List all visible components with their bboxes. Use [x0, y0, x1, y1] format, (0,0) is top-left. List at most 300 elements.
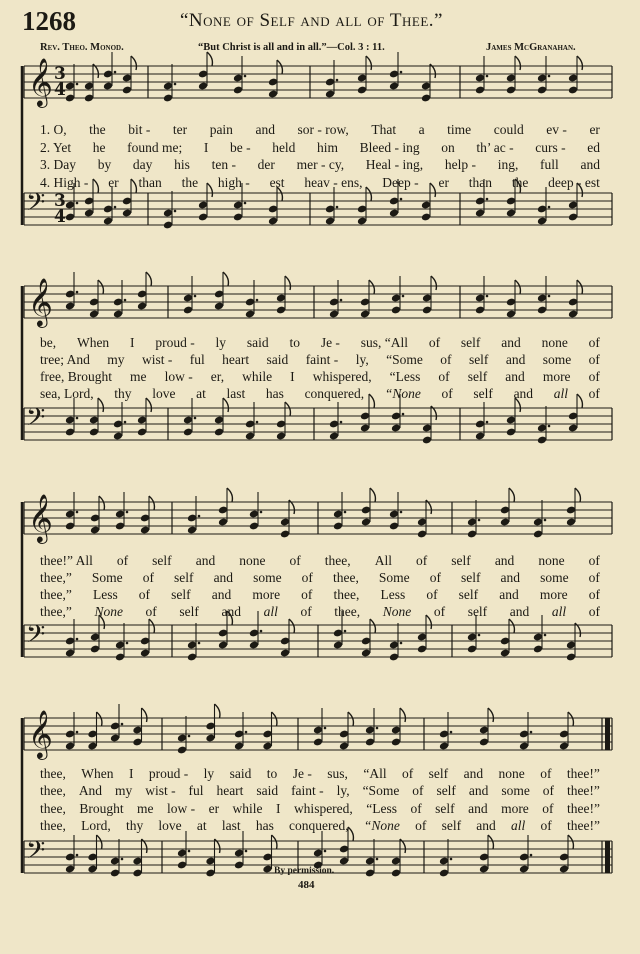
hymn-title: “None of Self and all of Thee.”	[180, 10, 443, 31]
lyric-word: me	[130, 369, 147, 384]
lyric-word: of	[588, 352, 600, 367]
lyric-word: of	[433, 604, 446, 619]
lyric-word: of	[588, 386, 600, 401]
lyric-line	[40, 174, 600, 191]
lyric-word: some	[542, 352, 572, 367]
lyric-line	[40, 603, 600, 620]
lyric-word: has	[265, 386, 284, 401]
lyric-word: found me;	[127, 140, 183, 155]
lyric-word: heart	[222, 352, 250, 367]
lyric-word: more	[539, 587, 568, 602]
lyric-word: all	[553, 386, 568, 401]
lyric-word: the	[181, 175, 199, 190]
lyric-word: wist -	[145, 783, 176, 798]
lyric-word: while	[242, 369, 273, 384]
lyric-word: mer - cy,	[296, 157, 345, 172]
dot	[324, 850, 327, 853]
lyric-word: some	[540, 570, 569, 585]
lyric-word: of	[428, 335, 441, 350]
lyric-word: of	[440, 352, 452, 367]
lyric-word: faint -	[305, 352, 339, 367]
lyric-word: conquered,	[304, 386, 365, 401]
lyric-word: Je -	[320, 335, 340, 350]
lyric-word: of	[116, 553, 129, 568]
lyric-word: none	[239, 553, 266, 568]
lyric-word: thy	[125, 818, 144, 833]
time-signature: 4	[54, 207, 66, 227]
lyric-word: Je -	[292, 766, 312, 781]
treble-clef-icon: 𝄞	[28, 57, 53, 106]
lyric-word: of	[588, 335, 600, 350]
lyric-word: high -	[217, 175, 250, 190]
lyric-word: bit -	[128, 122, 151, 137]
dot	[260, 630, 263, 633]
flag	[348, 712, 353, 726]
permission-note: By permission.	[274, 866, 335, 876]
lyric-word: last	[226, 386, 246, 401]
bass-clef-icon: 𝄢	[26, 403, 46, 438]
dot	[548, 295, 551, 298]
dot	[548, 206, 551, 209]
note-group	[65, 704, 574, 754]
flag	[515, 56, 520, 70]
dot	[126, 642, 129, 645]
dot	[544, 519, 547, 522]
lyric-word: er	[438, 175, 449, 190]
lyric-word: Bleed - ing	[359, 140, 420, 155]
lyric-word: When	[76, 335, 110, 350]
flag	[577, 56, 582, 70]
lyric-word: low -	[167, 801, 196, 816]
lyric-word: of	[416, 553, 428, 568]
lyric-word: of	[426, 587, 438, 602]
lyric-word: none	[538, 553, 565, 568]
lyric-word: thee!” All	[40, 553, 93, 568]
dot	[198, 642, 201, 645]
dot	[76, 202, 79, 205]
lyric-word: None	[94, 604, 123, 619]
lyric-word: of	[542, 783, 554, 798]
lyric-line	[40, 817, 600, 834]
lyric-word: “All	[363, 766, 387, 781]
lyric-word: All	[374, 553, 392, 568]
dot	[402, 295, 405, 298]
lyric-word: on	[441, 140, 455, 155]
lyric-word: of	[588, 553, 600, 568]
lyric-word: That	[371, 122, 397, 137]
treble-clef-icon: 𝄞	[28, 277, 53, 326]
flag	[142, 708, 147, 722]
lyric-word: and	[255, 122, 275, 137]
lyric-word: him	[317, 140, 339, 155]
dot	[188, 850, 191, 853]
flag	[285, 402, 290, 416]
lyric-word: be -	[229, 140, 251, 155]
lyric-word: wist -	[141, 352, 173, 367]
lyric-word: could	[493, 122, 524, 137]
dot	[336, 206, 339, 209]
lyric-word: than	[138, 175, 162, 190]
lyric-word: at	[196, 386, 206, 401]
lyric-word: self	[467, 369, 488, 384]
lyric-word: last	[221, 818, 241, 833]
lyric-word: more	[501, 801, 529, 816]
lyric-word: of	[588, 369, 600, 384]
dot	[244, 75, 247, 78]
dot	[340, 299, 343, 302]
lyric-word: and	[505, 352, 526, 367]
lyric-word: and	[500, 570, 521, 585]
lyric-word: self	[428, 766, 449, 781]
lyric-word: said	[229, 766, 252, 781]
flag	[223, 272, 228, 286]
lyric-word: day	[132, 157, 153, 172]
lyric-word: to	[289, 335, 300, 350]
lyric-word: me	[137, 801, 154, 816]
dot	[376, 727, 379, 730]
lyric-word: heav - ens,	[304, 175, 363, 190]
flag	[370, 488, 375, 502]
lyric-word: Lord,	[81, 818, 111, 833]
lyric-word: and	[580, 157, 600, 172]
lyric-word: thee,”	[40, 587, 72, 602]
lyric-word: all	[511, 818, 526, 833]
dot	[126, 511, 129, 514]
lyric-word: der	[257, 157, 275, 172]
lyric-word: ten -	[211, 157, 236, 172]
note-group	[65, 488, 581, 538]
lyric-word: er	[108, 175, 119, 190]
bass-clef-icon: 𝄢	[26, 620, 46, 655]
hymn-number: 1268	[22, 6, 76, 36]
final-barline	[605, 718, 610, 750]
lyric-word: of	[588, 604, 600, 619]
lyric-word: self	[460, 570, 481, 585]
lyric-word: of	[441, 386, 453, 401]
lyric-word: Some	[378, 570, 410, 585]
dot	[486, 295, 489, 298]
lyric-word: sus,	[327, 766, 348, 781]
dot	[486, 421, 489, 424]
lyric-word: I	[203, 140, 209, 155]
bass-clef-icon: 𝄢	[26, 836, 46, 871]
dot	[548, 75, 551, 78]
lyric-word: None	[382, 604, 412, 619]
author-credit: Rev. Theo. Monod.	[40, 42, 124, 53]
lyric-word: to	[266, 766, 278, 781]
lyric-word: thee,	[334, 604, 361, 619]
page-number: 484	[298, 879, 315, 891]
lyric-word: of	[429, 570, 441, 585]
lyric-word: Some	[91, 570, 123, 585]
lyric-word: “Less	[389, 369, 421, 384]
flag	[131, 56, 136, 70]
dot	[121, 858, 124, 861]
lyric-word: and	[463, 766, 484, 781]
lyric-word: and	[221, 604, 241, 619]
dot	[76, 854, 79, 857]
lyric-word: ing,	[497, 157, 519, 172]
flag	[277, 60, 282, 74]
lyric-word: “Less	[366, 801, 397, 816]
lyric-word: thee,	[324, 553, 351, 568]
lyric-word: “None	[384, 386, 421, 401]
dot	[76, 291, 79, 294]
lyric-word: of	[542, 801, 554, 816]
lyric-word: “Some	[362, 783, 400, 798]
flag	[99, 496, 104, 510]
dot	[174, 210, 177, 213]
lyric-word: free, Brought	[40, 369, 112, 384]
lyric-word: ter	[172, 122, 188, 137]
flag	[227, 488, 232, 502]
lyric-line	[40, 368, 600, 385]
lyric-line	[40, 800, 600, 817]
lyric-word: ful	[189, 352, 205, 367]
lyric-word: my	[107, 352, 125, 367]
lyric-word: curs -	[535, 140, 566, 155]
lyric-word: all	[551, 604, 567, 619]
lyric-word: ly,	[355, 352, 369, 367]
lyric-word: of	[300, 604, 312, 619]
dot	[400, 511, 403, 514]
lyric-word: and	[501, 335, 521, 350]
lyric-word: said	[246, 335, 269, 350]
lyric-word: at	[196, 818, 207, 833]
lyric-word: whispered,	[293, 801, 353, 816]
dot	[194, 417, 197, 420]
lyric-word: and	[211, 587, 232, 602]
dot	[124, 421, 127, 424]
time-signature: 4	[54, 80, 66, 100]
flag	[366, 56, 371, 70]
lyric-word: of	[138, 587, 151, 602]
composer-credit: James McGranahan.	[486, 42, 576, 53]
bass-staff	[24, 620, 612, 657]
final-barline	[605, 841, 610, 873]
flag	[97, 712, 102, 726]
lyric-word: and	[494, 553, 515, 568]
lyric-word: and	[468, 801, 488, 816]
dot	[256, 421, 259, 424]
lyric-word: some	[253, 570, 282, 585]
lyric-word: all	[263, 604, 278, 619]
flag	[568, 835, 573, 849]
lyric-word: while	[232, 801, 263, 816]
lyric-word: thee!”	[566, 783, 600, 798]
lyric-word: than	[468, 175, 493, 190]
dot	[530, 854, 533, 857]
lyric-word: ly,	[336, 783, 350, 798]
lyric-word: heart	[216, 783, 244, 798]
treble-staff	[24, 493, 612, 544]
lyric-word: and	[468, 783, 489, 798]
lyric-word: er	[208, 801, 220, 816]
treble-clef-icon: 𝄞	[28, 709, 53, 758]
lyric-line	[40, 385, 600, 402]
lyric-word: and	[213, 570, 234, 585]
lyric-word: self	[451, 553, 471, 568]
lyric-word: self	[467, 604, 488, 619]
lyric-word: some	[501, 783, 530, 798]
lyric-word: I	[130, 335, 135, 350]
lyric-word: thee,	[40, 818, 66, 833]
flag	[97, 835, 102, 849]
dot	[76, 83, 79, 86]
lyric-word: time	[447, 122, 472, 137]
lyric-word: thee!”	[566, 766, 600, 781]
lyric-line	[40, 782, 600, 799]
lyric-word: and	[505, 369, 525, 384]
lyric-word: his	[174, 157, 190, 172]
time-signature: 3	[54, 191, 66, 211]
lyric-word: of	[402, 766, 414, 781]
note-group	[65, 272, 583, 318]
lyric-line	[40, 765, 600, 782]
lyric-word: When	[81, 766, 114, 781]
dot	[544, 634, 547, 637]
lyric-word: and	[499, 587, 519, 602]
lyric-word: none	[498, 766, 525, 781]
lyric-word: thy	[114, 386, 132, 401]
flag	[488, 708, 493, 722]
lyric-word: 2. Yet	[40, 140, 72, 155]
lyric-word: self	[435, 801, 455, 816]
dot	[245, 731, 248, 734]
flag	[369, 280, 374, 294]
lyric-word: self	[441, 818, 462, 833]
lyric-word: and	[476, 818, 496, 833]
lyric-line	[40, 334, 600, 351]
lyric-word: self	[458, 587, 479, 602]
lyric-word: of	[410, 801, 422, 816]
lyric-word: of	[412, 783, 424, 798]
dot	[450, 858, 453, 861]
lyric-word: and	[195, 553, 216, 568]
lyric-word: self	[436, 783, 456, 798]
lyric-word: ev -	[546, 122, 567, 137]
dot	[114, 71, 117, 74]
lyric-line	[40, 121, 600, 138]
lyric-word: “Some	[386, 352, 423, 367]
dot	[400, 71, 403, 74]
dot	[486, 198, 489, 201]
flag	[146, 272, 151, 286]
lyric-word: and	[509, 604, 530, 619]
dot	[174, 83, 177, 86]
flag	[515, 280, 520, 294]
lyric-word: of	[540, 818, 552, 833]
lyric-word: 4. High -	[40, 175, 89, 190]
lyric-word: sea, Lord,	[40, 386, 94, 401]
lyric-word: my	[115, 783, 133, 798]
dot	[260, 511, 263, 514]
flag	[289, 619, 294, 633]
treble-clef-icon: 𝄞	[28, 493, 53, 542]
lyric-word: self	[473, 386, 493, 401]
lyric-word: the	[511, 175, 529, 190]
lyric-word: of	[145, 604, 157, 619]
lyric-line	[40, 569, 600, 586]
flag	[98, 280, 103, 294]
flag	[509, 619, 514, 633]
lyric-word: thee,”	[40, 604, 72, 619]
lyric-word: of	[588, 587, 600, 602]
lyric-word: pain	[209, 122, 233, 137]
lyric-word: of	[301, 587, 313, 602]
flag	[370, 619, 375, 633]
lyric-word: more	[542, 369, 571, 384]
lyric-line	[40, 351, 600, 368]
lyric-word: of	[301, 570, 313, 585]
lyric-word: I	[290, 369, 295, 384]
lyric-word: sor - row,	[297, 122, 349, 137]
dot	[450, 731, 453, 734]
bass-staff	[24, 403, 612, 440]
lyric-word: self	[468, 352, 489, 367]
lyric-line	[40, 552, 600, 569]
lyric-word: I	[275, 801, 281, 816]
dot	[486, 75, 489, 78]
lyric-word: “None	[363, 818, 400, 833]
lyric-word: est	[269, 175, 285, 190]
dot	[478, 634, 481, 637]
dot	[344, 630, 347, 633]
dot	[344, 511, 347, 514]
dot	[124, 299, 127, 302]
lyric-word: of	[415, 818, 427, 833]
dot	[336, 79, 339, 82]
flag	[285, 276, 290, 290]
lyric-word: thee,	[40, 766, 66, 781]
lyric-word: faint -	[291, 783, 324, 798]
lyric-word: thee,	[40, 783, 66, 798]
lyric-word: proud -	[148, 766, 189, 781]
lyric-word: none	[541, 335, 568, 350]
dot	[76, 731, 79, 734]
lyric-word: a	[418, 122, 425, 137]
lyric-word: self	[171, 587, 191, 602]
lyric-word: I	[128, 766, 134, 781]
dot	[324, 727, 327, 730]
dot	[244, 202, 247, 205]
lyric-word: love	[152, 386, 176, 401]
lyric-word: held	[272, 140, 296, 155]
bass-clef-icon: 𝄢	[26, 188, 46, 223]
lyric-word: love	[158, 818, 182, 833]
lyric-word: said	[266, 352, 289, 367]
lyric-word: deep - est	[548, 175, 600, 190]
scripture-reference: “But Christ is all and in all.”—Col. 3 : 11.	[198, 42, 385, 53]
dot	[245, 850, 248, 853]
lyric-word: more	[252, 587, 281, 602]
dot	[194, 295, 197, 298]
lyric-word: proud -	[155, 335, 195, 350]
lyric-word: thee!”	[566, 801, 600, 816]
dot	[121, 723, 124, 726]
lyric-word: of	[289, 553, 301, 568]
lyric-word: self	[174, 570, 194, 585]
dot	[376, 858, 379, 861]
lyric-word: he	[92, 140, 106, 155]
lyric-word: of	[142, 570, 154, 585]
lyric-word: Less	[92, 587, 118, 602]
flag	[149, 619, 154, 633]
lyric-word: Brought	[79, 801, 124, 816]
flag	[272, 712, 277, 726]
lyric-word: 1. O,	[40, 122, 67, 137]
lyric-word: And	[78, 783, 103, 798]
